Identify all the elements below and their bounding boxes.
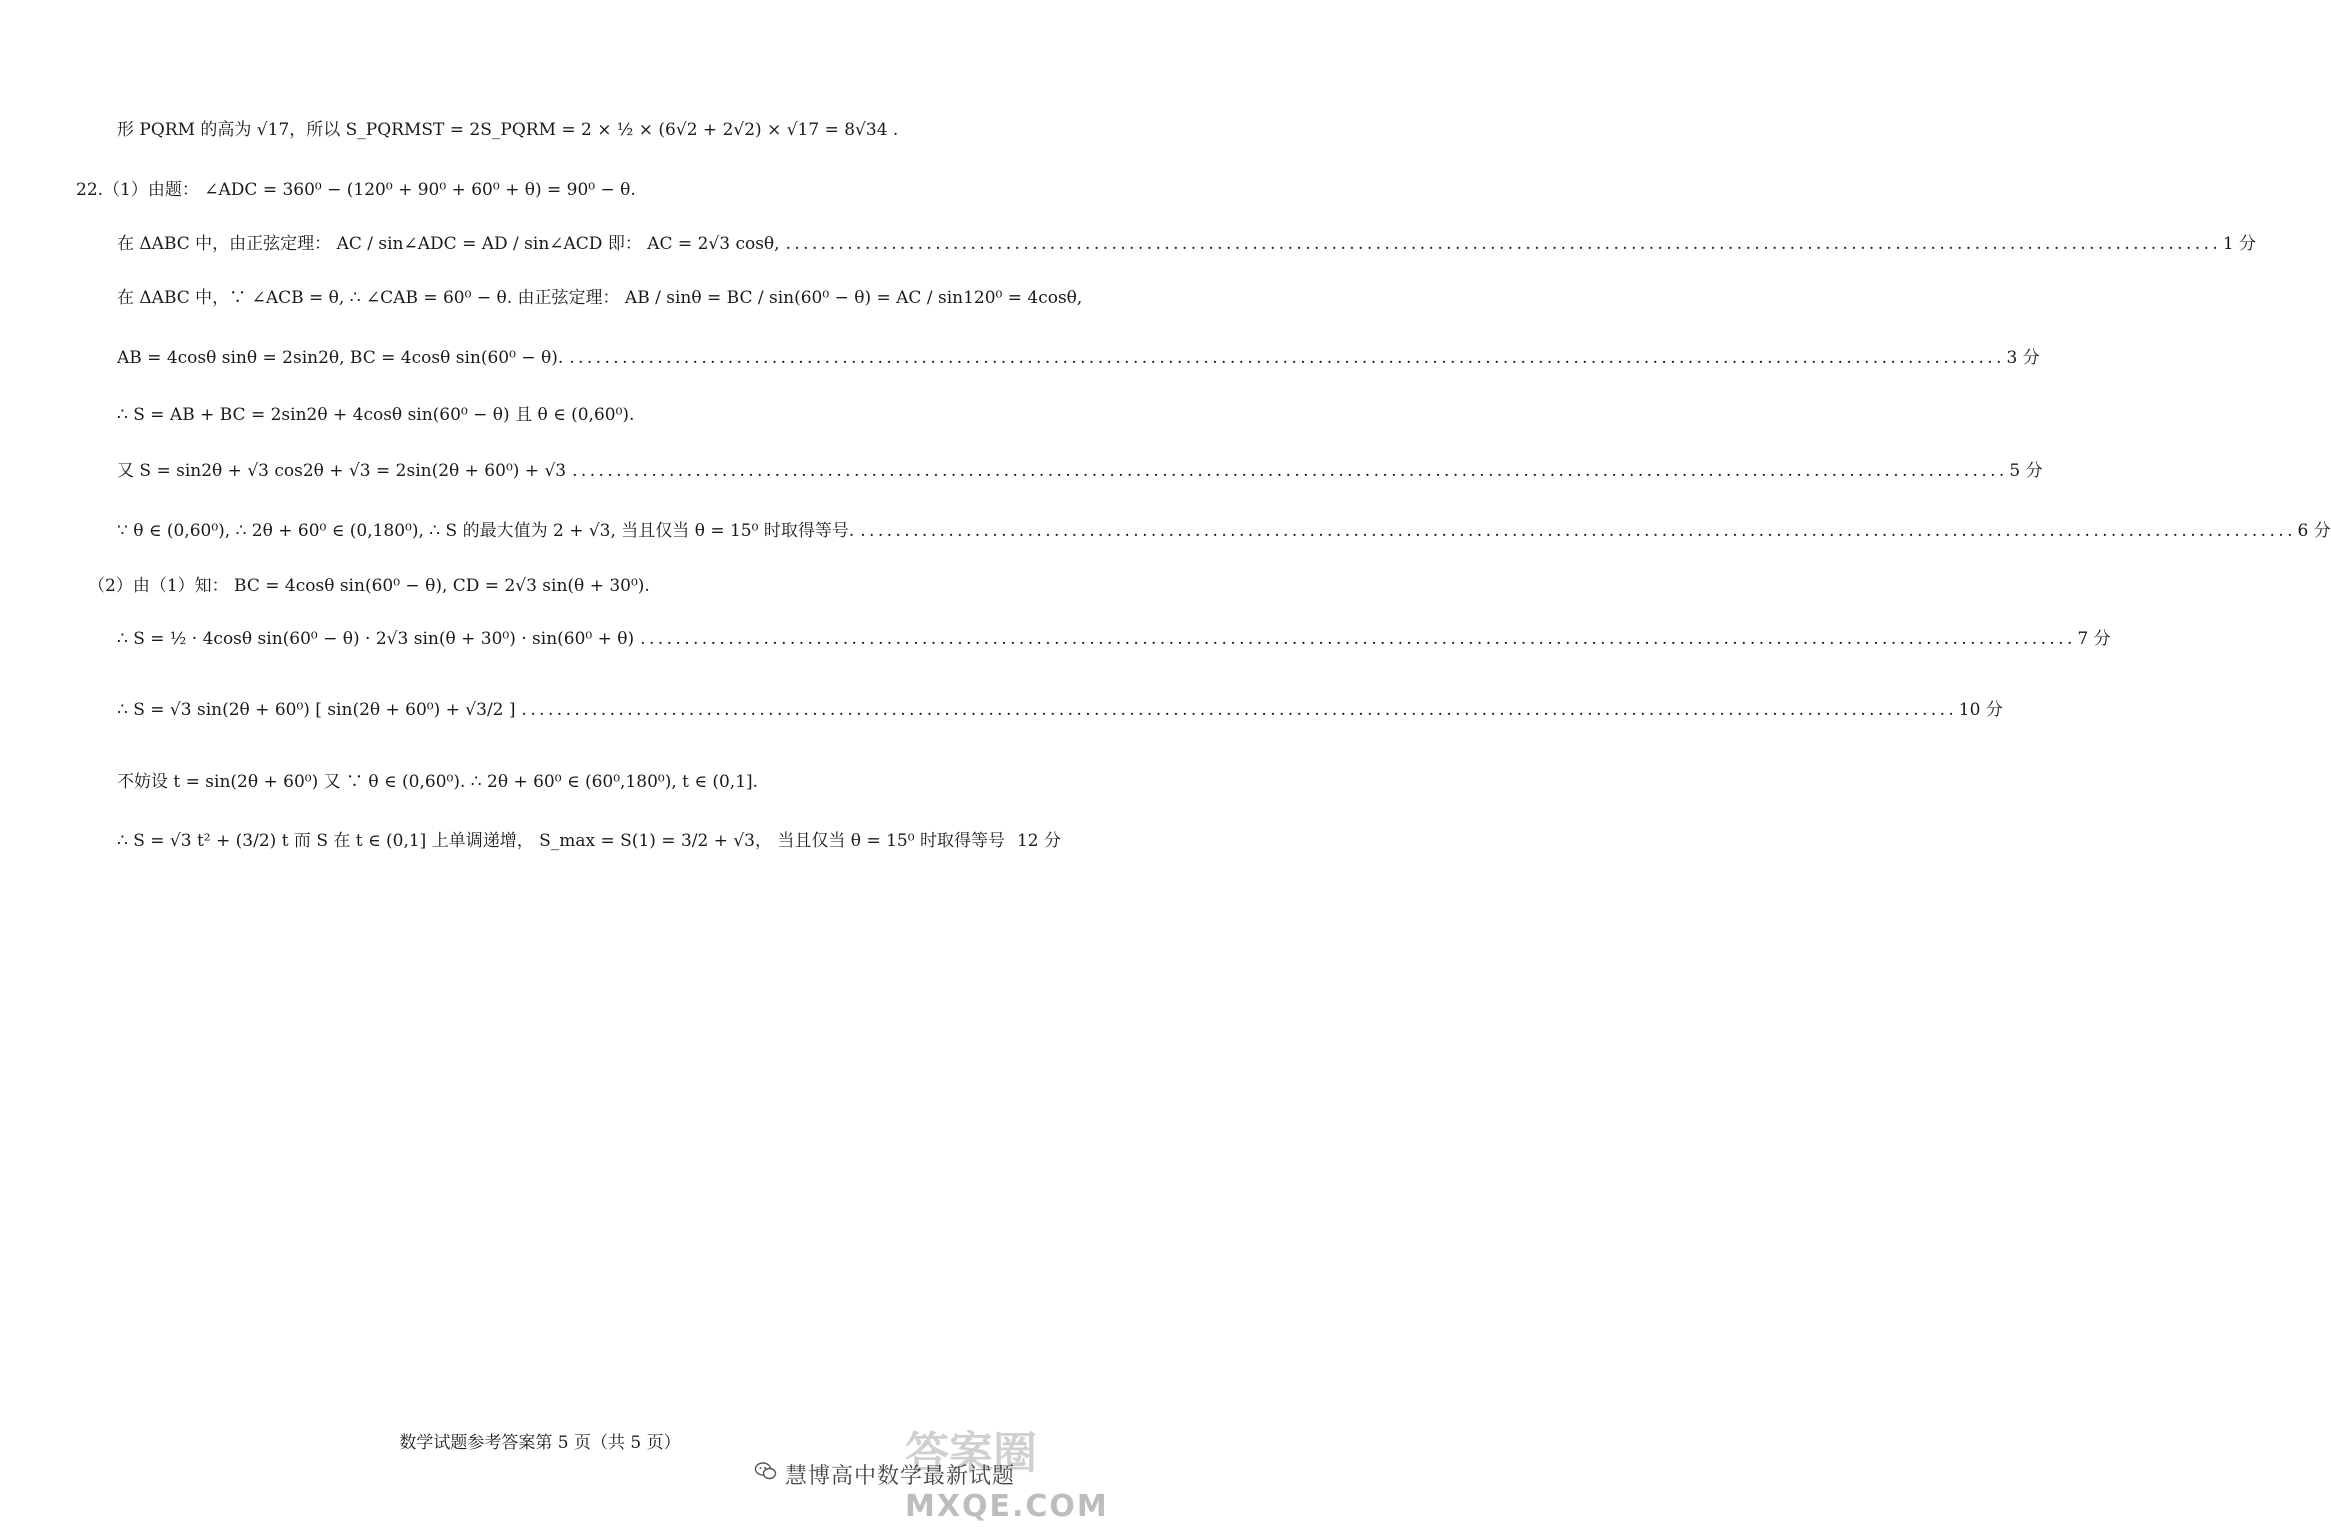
line-6: ∴ S = AB + BC = 2sin2θ + 4cosθ sin(60⁰ − θ) 且 θ ∈ (0,60⁰). [117, 405, 635, 425]
line-10 [117, 629, 2111, 649]
leader-dots [572, 463, 2003, 480]
line-2: 22.（1）由题： ∠ADC = 360⁰ − (120⁰ + 90⁰ + 60⁰ + θ) = 90⁰ − θ. [76, 180, 636, 200]
line-12: 不妨设 t = sin(2θ + 60⁰) 又 ∵ θ ∈ (0,60⁰). ∴ 2θ + 60⁰ ∈ (60⁰,180⁰), t ∈ (0,1]. [117, 772, 759, 792]
line-3 [117, 234, 2257, 254]
watermark-site: MXQE.COM [905, 1489, 1109, 1524]
line-3-text: 在 ΔABC 中，由正弦定理： AC / sin∠ADC = AD / sin∠ACD 即： AC = 2√3 cosθ, [117, 234, 780, 254]
line-11 [117, 700, 2003, 720]
line-5-text: AB = 4cosθ sinθ = 2sin2θ, BC = 4cosθ sin(60⁰ − θ). [117, 348, 564, 368]
line-11-text: ∴ S = √3 sin(2θ + 60⁰) [ sin(2θ + 60⁰) + √3/2 ] [117, 700, 516, 720]
score-6: 6 分 [2297, 521, 2331, 541]
score-3: 3 分 [2006, 348, 2040, 368]
line-1: 形 PQRM 的高为 √17，所以 S_PQRMST = 2S_PQRM = 2 × ½ × (6√2 + 2√2) × √17 = 8√34 . [117, 120, 899, 140]
line-5 [117, 348, 2040, 368]
line-4: 在 ΔABC 中，∵ ∠ACB = θ, ∴ ∠CAB = 60⁰ − θ. 由正弦定理： AB / sinθ = BC / sin(60⁰ − θ) = AC / sin120⁰ = 4cosθ, [117, 288, 1083, 308]
score-5: 5 分 [2009, 461, 2043, 481]
watermark-logo-text: 答案圈 [905, 1428, 1037, 1479]
page-footer: 数学试题参考答案第 5 页（共 5 页） [399, 1433, 681, 1453]
leader-dots [860, 523, 2291, 540]
line-13-text: ∴ S = √3 t² + (3/2) t 而 S 在 t ∈ (0,1] 上单调递增， S_max = S(1) = 3/2 + √3， 当且仅当 θ = 15⁰ 时取得等号 [117, 831, 1005, 851]
line-7 [117, 461, 2043, 481]
wechat-icon [755, 1461, 777, 1481]
line-8 [117, 521, 2331, 541]
line-10-text: ∴ S = ½ · 4cosθ sin(60⁰ − θ) · 2√3 sin(θ + 30⁰) · sin(60⁰ + θ) [117, 629, 635, 649]
line-7-text: 又 S = sin2θ + √3 cos2θ + √3 = 2sin(2θ + 60⁰) + √3 [117, 461, 567, 481]
watermark [755, 1428, 1109, 1525]
score-1: 1 分 [2222, 234, 2257, 254]
line-9: （2）由（1）知： BC = 4cosθ sin(60⁰ − θ), CD = 2√3 sin(θ + 30⁰). [88, 576, 650, 596]
leader-dots [569, 350, 2000, 367]
score-12: 12 分 [1016, 831, 1061, 851]
leader-dots [786, 236, 2217, 253]
leader-dots [522, 702, 1953, 719]
leader-dots [640, 631, 2071, 648]
score-7: 7 分 [2077, 629, 2111, 649]
score-10: 10 分 [1958, 700, 2003, 720]
line-8-text: ∵ θ ∈ (0,60⁰), ∴ 2θ + 60⁰ ∈ (0,180⁰), ∴ S 的最大值为 2 + √3, 当且仅当 θ = 15⁰ 时取得等号. [117, 521, 855, 541]
watermark-account: 慧博高中数学最新试题 [785, 1464, 1016, 1489]
line-13 [117, 831, 1061, 851]
